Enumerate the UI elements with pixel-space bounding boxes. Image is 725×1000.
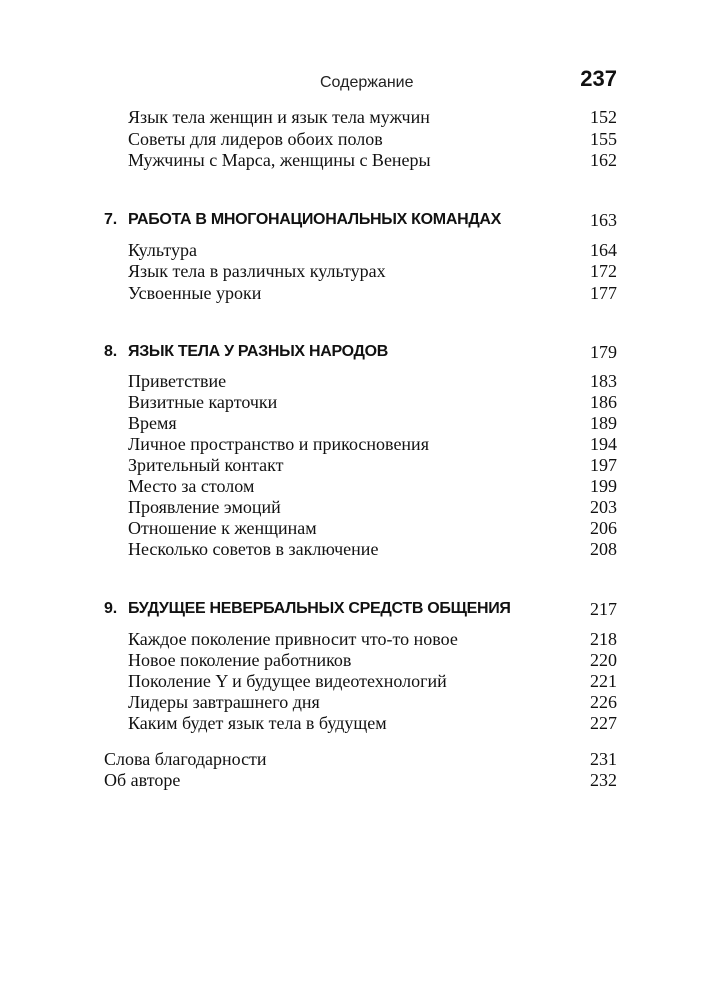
toc-entry xyxy=(0,433,725,455)
toc-entry xyxy=(0,538,725,560)
toc-entry-title: Место за столом xyxy=(128,476,255,496)
toc-chapter xyxy=(0,341,725,363)
chapter-title: РАБОТА В МНОГОНАЦИОНАЛЬНЫХ КОМАНДАХ xyxy=(128,211,502,228)
toc-entry xyxy=(0,475,725,497)
toc-entry-page: 232 xyxy=(590,770,617,790)
toc-entry-title: Приветствие xyxy=(128,371,227,391)
toc-entry-page: 221 xyxy=(590,671,617,691)
toc-entry-title: Каждое поколение привносит что-то новое xyxy=(128,629,458,649)
toc-entry-title: Язык тела женщин и язык тела мужчин xyxy=(128,107,430,127)
toc-entry xyxy=(0,670,725,692)
page-number: 237 xyxy=(580,66,617,91)
toc-entry-title: Язык тела в различных культурах xyxy=(128,261,386,281)
toc-entry-page: 189 xyxy=(590,413,617,433)
chapter-page: 217 xyxy=(590,599,617,619)
toc-entry xyxy=(0,628,725,650)
chapter-page: 163 xyxy=(590,210,617,230)
chapter-number: 9. xyxy=(104,600,117,617)
toc-entry xyxy=(0,106,725,128)
toc-entry xyxy=(0,391,725,413)
toc-entry xyxy=(0,412,725,434)
toc-entry xyxy=(0,649,725,671)
toc-entry xyxy=(0,712,725,734)
toc-entry xyxy=(0,239,725,261)
chapter-number: 8. xyxy=(104,343,117,360)
toc-entry xyxy=(0,282,725,304)
toc-entry-page: 155 xyxy=(590,129,617,149)
toc-entry-title: Поколение Y и будущее видеотехнологий xyxy=(128,671,447,691)
toc-entry-title: Слова благодарности xyxy=(104,749,267,769)
toc-entry-title: Визитные карточки xyxy=(128,392,278,412)
toc-entry xyxy=(0,260,725,282)
toc-entry-page: 194 xyxy=(590,434,617,454)
toc-entry-title: Время xyxy=(128,413,177,433)
toc-entry-title: Об авторе xyxy=(104,770,181,790)
toc-entry xyxy=(0,748,725,770)
toc-entry-title: Мужчины с Марса, женщины с Венеры xyxy=(128,150,431,170)
toc-entry-title: Культура xyxy=(128,240,197,260)
chapter-page: 179 xyxy=(590,342,617,362)
toc-entry-page: 177 xyxy=(590,283,617,303)
chapter-title: БУДУЩЕЕ НЕВЕРБАЛЬНЫХ СРЕДСТВ ОБЩЕНИЯ xyxy=(128,600,511,617)
toc-entry-page: 199 xyxy=(590,476,617,496)
toc-entry-title: Каким будет язык тела в будущем xyxy=(128,713,387,733)
toc-entry-title: Личное пространство и прикосновения xyxy=(128,434,429,454)
toc-entry-page: 206 xyxy=(590,518,617,538)
toc-entry-title: Проявление эмоций xyxy=(128,497,281,517)
toc-entry xyxy=(0,691,725,713)
toc-entry-page: 220 xyxy=(590,650,617,670)
toc-entry-title: Зрительный контакт xyxy=(128,455,284,475)
toc-entry-page: 203 xyxy=(590,497,617,517)
toc-entry-page: 227 xyxy=(590,713,617,733)
toc-entry-title: Советы для лидеров обоих полов xyxy=(128,129,383,149)
chapter-title: ЯЗЫК ТЕЛА У РАЗНЫХ НАРОДОВ xyxy=(128,343,389,360)
toc-entry-title: Лидеры завтрашнего дня xyxy=(128,692,320,712)
toc-entry-title: Усвоенные уроки xyxy=(128,283,262,303)
toc-entry xyxy=(0,769,725,791)
toc-entry-page: 183 xyxy=(590,371,617,391)
toc-entry-page: 218 xyxy=(590,629,617,649)
toc-entry-page: 162 xyxy=(590,150,617,170)
toc-entry-page: 231 xyxy=(590,749,617,769)
toc-entry-page: 172 xyxy=(590,261,617,281)
running-head: Содержание xyxy=(320,74,414,91)
toc-entry xyxy=(0,149,725,171)
chapter-number: 7. xyxy=(104,211,117,228)
toc-entry xyxy=(0,370,725,392)
toc-chapter xyxy=(0,598,725,620)
toc-entry-title: Отношение к женщинам xyxy=(128,518,317,538)
toc-entry-page: 186 xyxy=(590,392,617,412)
toc-entry-title: Новое поколение работников xyxy=(128,650,352,670)
toc-entry xyxy=(0,128,725,150)
toc-entry xyxy=(0,496,725,518)
toc-entry xyxy=(0,517,725,539)
toc-entry xyxy=(0,454,725,476)
toc-entry-page: 208 xyxy=(590,539,617,559)
toc-entry-page: 197 xyxy=(590,455,617,475)
toc-entry-page: 152 xyxy=(590,107,617,127)
toc-chapter xyxy=(0,209,725,231)
toc-entry-title: Несколько советов в заключение xyxy=(128,539,379,559)
toc-entry-page: 164 xyxy=(590,240,617,260)
toc-entry-page: 226 xyxy=(590,692,617,712)
